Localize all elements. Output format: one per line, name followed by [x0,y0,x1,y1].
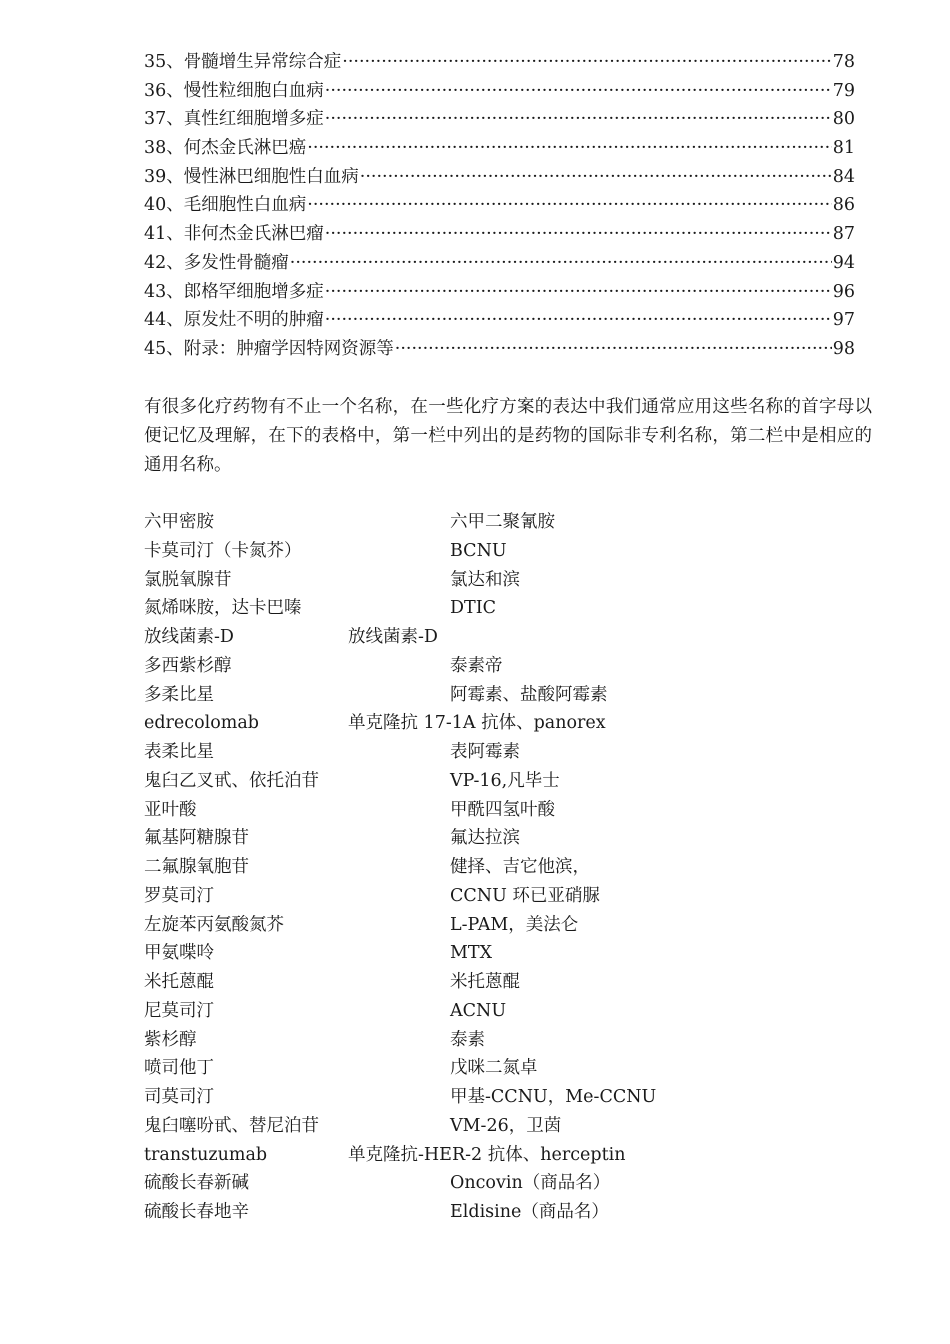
toc-separator: 、 [166,252,184,273]
toc-separator: 、 [166,138,184,159]
drug-common-name: 甲基-CCNU，Me-CCNU [450,1087,657,1107]
drug-inn-name: 罗莫司汀 [144,885,214,906]
toc-entry[interactable] [144,163,855,192]
toc-separator: 、 [166,195,184,216]
drug-common-name: 米托蒽醌 [450,972,520,992]
toc-title: 多发性骨髓瘤 [183,252,289,273]
toc-page-number: 86 [832,195,855,216]
toc-page-number: 80 [832,109,855,130]
toc-entry[interactable] [144,191,855,220]
toc-page-number: 97 [832,310,855,331]
drug-row [144,1083,864,1112]
table-of-contents [144,48,855,364]
toc-leader-dots [325,77,832,106]
toc-entry[interactable] [144,105,855,134]
drug-row [144,767,864,796]
toc-page-number: 96 [832,281,855,302]
drug-inn-name: edrecolomab [144,713,259,734]
drug-inn-name: 氯脱氧腺苷 [144,569,232,590]
drug-common-name: 健择、吉它他滨， [450,857,590,877]
toc-title: 毛细胞性白血病 [183,195,307,216]
drug-inn-name: 鬼臼噻吩甙、替尼泊苷 [144,1115,319,1136]
drug-inn-name: 鬼臼乙叉甙、依托泊苷 [144,770,319,791]
drug-inn-name: 甲氨喋呤 [144,943,214,964]
toc-leader-dots [395,335,832,364]
toc-entry[interactable] [144,306,855,335]
drug-common-name: 泰素帝 [450,655,503,676]
toc-page-number: 79 [832,80,855,101]
toc-number: 37 [144,109,167,130]
drug-inn-name: 米托蒽醌 [144,972,214,992]
drug-inn-name: 左旋苯丙氨酸氮芥 [144,914,284,935]
toc-entry[interactable] [144,335,855,364]
drug-common-name: 泰素 [450,1029,485,1050]
drug-row [144,652,864,681]
toc-entry[interactable] [144,220,855,249]
toc-entry[interactable] [144,249,855,278]
toc-number: 40 [144,195,167,216]
drug-inn-name: transtuzumab [144,1144,268,1165]
drug-common-name: 六甲二聚氰胺 [450,512,555,532]
toc-leader-dots [342,48,831,77]
drug-row [144,796,864,825]
drug-inn-name: 氟基阿糖腺苷 [144,828,249,849]
drug-common-name: 表阿霉素 [450,742,520,762]
toc-number: 38 [144,138,167,159]
drug-common-name: 单克隆抗-HER-2 抗体、herceptin [348,1144,626,1165]
drug-row [144,1112,864,1141]
drug-name-table [144,508,864,1227]
drug-row [144,566,864,595]
toc-entry[interactable] [144,278,855,307]
drug-row [144,911,864,940]
toc-separator: 、 [166,224,184,245]
drug-common-name: MTX [450,943,493,964]
drug-common-name: 氯达和滨 [450,569,520,590]
toc-number: 42 [144,252,167,273]
toc-page-number: 98 [832,338,855,359]
toc-number: 45 [144,338,167,359]
toc-separator: 、 [166,281,184,302]
toc-title: 何杰金氏淋巴癌 [183,138,307,159]
drug-row [144,1198,864,1227]
toc-number: 43 [144,281,167,302]
drug-common-name: 单克隆抗 17-1A 抗体、panorex [348,713,606,734]
toc-title: 慢性粒细胞白血病 [183,80,324,101]
drug-inn-name: 二氟腺氧胞苷 [144,857,249,877]
drug-row [144,882,864,911]
toc-leader-dots [325,220,832,249]
toc-page-number: 84 [832,166,855,187]
toc-number: 36 [144,80,167,101]
drug-row [144,939,864,968]
drug-common-name: 阿霉素、盐酸阿霉素 [450,684,608,705]
drug-common-name: 氟达拉滨 [450,828,520,849]
drug-row [144,1169,864,1198]
toc-separator: 、 [166,310,184,331]
toc-page-number: 87 [832,224,855,245]
drug-inn-name: 多西紫杉醇 [144,655,232,676]
toc-leader-dots [307,191,831,220]
intro-paragraph: 有很多化疗药物有不止一个名称，在一些化疗方案的表达中我们通常应用这些名称的首字母以便记忆及理解，在下的表格中，第一栏中列出的是药物的国际非专利名称，第二栏中是相应的通用名称。 [144,397,872,475]
drug-inn-name: 多柔比星 [144,684,214,705]
drug-inn-name: 放线菌素-D [144,627,234,647]
toc-title: 附录：肿瘤学因特网资源等 [183,338,394,359]
toc-page-number: 94 [832,252,855,273]
drug-inn-name: 六甲密胺 [144,512,214,532]
toc-leader-dots [325,306,832,335]
drug-common-name: CCNU 环已亚硝脲 [450,885,600,906]
toc-title: 原发灶不明的肿瘤 [183,310,324,331]
drug-inn-name: 表柔比星 [144,742,214,762]
drug-common-name: Eldisine（商品名） [450,1202,609,1222]
toc-leader-dots [325,278,832,307]
drug-common-name: ACNU [450,1000,507,1021]
drug-row [144,1141,864,1170]
toc-leader-dots [325,105,832,134]
toc-leader-dots [360,163,832,192]
toc-title: 真性红细胞增多症 [183,109,324,130]
drug-inn-name: 司莫司汀 [144,1087,214,1107]
toc-leader-dots [307,134,831,163]
toc-separator: 、 [166,166,184,187]
toc-number: 39 [144,166,167,187]
toc-title: 慢性淋巴细胞性白血病 [183,166,359,187]
drug-row [144,997,864,1026]
drug-row [144,1026,864,1055]
drug-inn-name: 喷司他丁 [144,1058,214,1079]
drug-common-name: VM-26，卫茵 [450,1115,562,1136]
toc-separator: 、 [166,52,184,72]
toc-title: 非何杰金氏淋巴瘤 [183,224,324,245]
toc-entry[interactable] [144,77,855,106]
drug-inn-name: 氮烯咪胺，达卡巴嗪 [144,598,302,619]
toc-separator: 、 [166,109,184,130]
toc-separator: 、 [166,80,184,101]
drug-common-name: L-PAM，美法仑 [450,914,579,935]
drug-row [144,537,864,566]
drug-common-name: 放线菌素-D [348,627,438,647]
drug-row [144,594,864,623]
drug-common-name: VP-16,凡毕士 [450,770,560,791]
drug-common-name: BCNU [450,540,507,561]
drug-inn-name: 紫杉醇 [144,1029,197,1050]
toc-page-number: 78 [832,52,855,72]
drug-inn-name: 卡莫司汀（卡氮芥） [144,540,302,561]
drug-row [144,738,864,767]
drug-inn-name: 亚叶酸 [144,799,197,820]
drug-row [144,623,864,652]
drug-row [144,1054,864,1083]
toc-page-number: 81 [832,138,855,159]
drug-common-name: DTIC [450,598,497,619]
toc-entry[interactable] [144,134,855,163]
drug-inn-name: 尼莫司汀 [144,1000,214,1021]
toc-title: 骨髓增生异常综合症 [183,52,342,72]
toc-number: 35 [144,52,167,72]
drug-common-name: Oncovin（商品名） [450,1173,611,1194]
toc-separator: 、 [166,338,184,359]
drug-common-name: 甲酰四氢叶酸 [450,799,555,820]
toc-leader-dots [290,249,832,278]
drug-inn-name: 硫酸长春新碱 [144,1173,249,1194]
toc-number: 41 [144,224,167,245]
drug-common-name: 戊咪二氮卓 [450,1058,538,1079]
drug-inn-name: 硫酸长春地辛 [144,1202,249,1222]
drug-row [144,853,864,882]
drug-row [144,681,864,710]
toc-entry[interactable] [144,48,855,77]
drug-row [144,508,864,537]
drug-row [144,709,864,738]
drug-row [144,968,864,997]
drug-row [144,824,864,853]
toc-number: 44 [144,310,167,331]
toc-title: 郎格罕细胞增多症 [183,281,324,302]
